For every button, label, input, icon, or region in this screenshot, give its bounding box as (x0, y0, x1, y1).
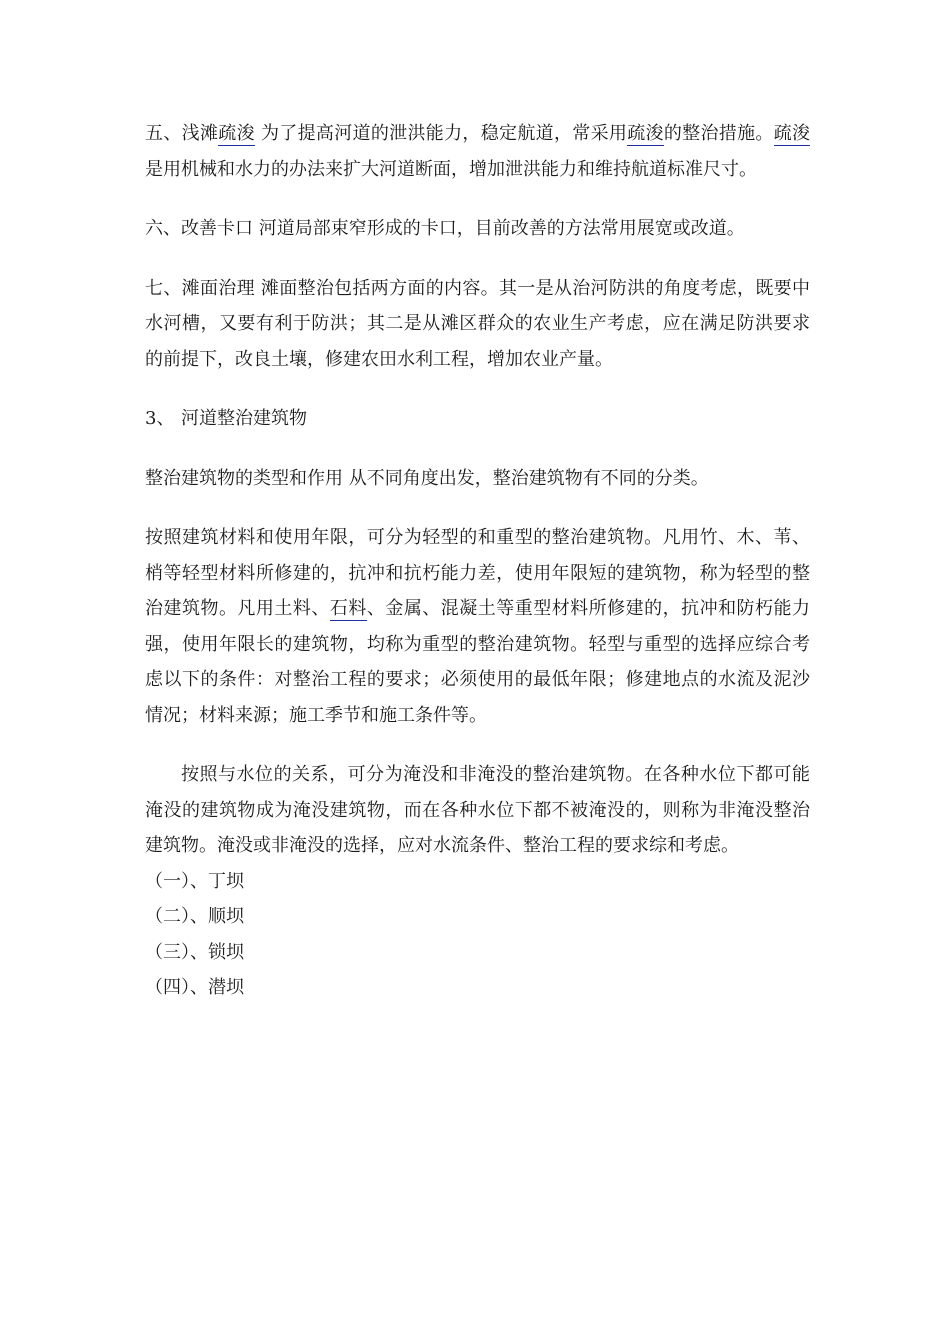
paragraph-floodplain-treatment: 七、滩面治理 滩面整治包括两方面的内容。其一是从治河防洪的角度考虑，既要中水河槽，又要有利于防洪；其二是从滩区群众的农业生产考虑，应在满足防洪要求的前提下，改良土壤，修建农田水利工程，增加农业产量。 (145, 277, 810, 370)
stone-material-link[interactable]: 石料 (329, 598, 367, 619)
list-item-spur-dike: （一）、丁坝 (145, 870, 244, 892)
paragraph-structure-types: 整治建筑物的类型和作用 从不同角度出发，整治建筑物有不同的分类。 (145, 467, 709, 489)
paragraph-water-level-classification: 按照与水位的关系，可分为淹没和非淹没的整治建筑物。在各种水位下都可能淹没的建筑物成为淹没建筑物，而在各种水位下都不被淹没的，则称为非淹没整治建筑物。淹没或非淹没的选择，应对水流条件、整治工程的要求综和考虑。 (145, 764, 810, 856)
paragraph-material-classification (145, 520, 810, 733)
dredging-link-1[interactable]: 疏浚 (218, 123, 255, 144)
shoal-text-1: 为了提高河道的泄洪能力，稳定航道，常采用 (254, 123, 628, 144)
section-heading-river-structures (145, 401, 810, 437)
paragraph-choke-improvement: 六、改善卡口 河道局部束窄形成的卡口，目前改善的方法常用展宽或改道。 (145, 218, 745, 239)
material-text-2: 、金属、混凝土等重型材料所修建的，抗冲和防朽能力强，使用年限长的建筑物，均称为重型的整治建筑物。轻型与重型的选择应综合考虑以下的条件：对整治工程的要求；必须使用的最低年限；修建地点的水流及泥沙情况；材料来源；施工季节和施工条件等。 (145, 598, 811, 726)
paragraph-shoal-dredging (145, 116, 810, 187)
list-item-submerged-dike: （四）、潜坝 (145, 977, 244, 998)
list-item-closure-dike: （三）、锁坝 (145, 941, 244, 963)
dredging-link-2[interactable]: 疏浚 (627, 123, 664, 144)
shoal-text-2: 的整治措施。 (663, 123, 774, 144)
document-page (145, 116, 810, 1006)
dredging-link-3[interactable]: 疏浚 (773, 123, 811, 144)
shoal-text-3: 是用机械和水力的办法来扩大河道断面，增加泄洪能力和维持航道标准尺寸。 (145, 158, 757, 180)
list-item-longitudinal-dike: （二）、顺坝 (145, 906, 244, 927)
section-title: 河道整治建筑物 (181, 408, 307, 429)
material-text-1: 按照建筑材料和使用年限，可分为轻型的和重型的整治建筑物。凡用竹、木、苇、梢等轻型材料所修建的，抗冲和抗朽能力差，使用年限短的建筑物，称为轻型的整治建筑物。凡用土料、 (145, 527, 810, 619)
section-number: 3、 (145, 408, 175, 429)
shoal-heading-text: 五、浅滩 (145, 123, 219, 144)
